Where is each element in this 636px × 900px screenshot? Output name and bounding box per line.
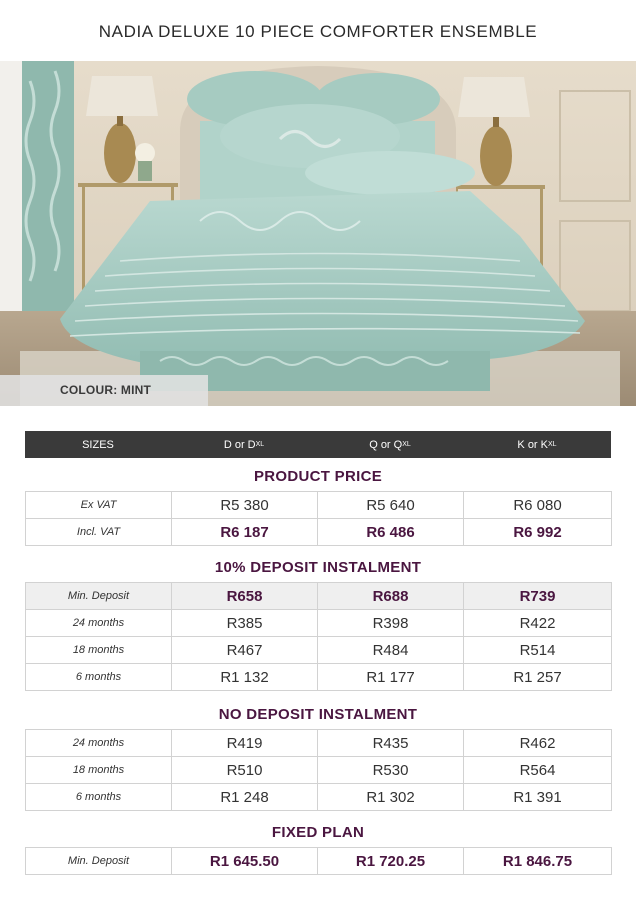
table-row bbox=[26, 784, 612, 811]
product-price-table bbox=[25, 491, 612, 546]
price-cell: R467 bbox=[172, 637, 318, 664]
no-deposit-instalment-table bbox=[25, 729, 612, 811]
table-row bbox=[26, 519, 612, 546]
table-row bbox=[26, 848, 612, 875]
table-row bbox=[26, 757, 612, 784]
price-cell: R6 187 bbox=[172, 519, 318, 546]
price-cell: R739 bbox=[464, 583, 612, 610]
row-label: Incl. VAT bbox=[26, 519, 172, 546]
price-cell: R435 bbox=[318, 730, 464, 757]
table-row bbox=[26, 730, 612, 757]
price-cell: R5 640 bbox=[318, 492, 464, 519]
fixed-plan-heading: FIXED PLAN bbox=[271, 824, 365, 841]
product-photo bbox=[0, 61, 636, 406]
table-row bbox=[26, 610, 612, 637]
price-cell: R6 992 bbox=[464, 519, 612, 546]
price-cell: R398 bbox=[318, 610, 464, 637]
colour-label-text: COLOUR: MINT bbox=[60, 383, 152, 397]
deposit-instalment-table bbox=[25, 582, 612, 691]
price-cell: R1 248 bbox=[172, 784, 318, 811]
product-price-heading: PRODUCT PRICE bbox=[253, 468, 383, 485]
price-cell: R1 132 bbox=[172, 664, 318, 691]
price-cell: R510 bbox=[172, 757, 318, 784]
price-cell: R564 bbox=[464, 757, 612, 784]
price-cell: R688 bbox=[318, 583, 464, 610]
size-double: D or D XL bbox=[223, 438, 265, 451]
sizes-header-label: SIZES bbox=[82, 438, 114, 451]
row-label: 24 months bbox=[26, 610, 172, 637]
no-deposit-instalment-heading: NO DEPOSIT INSTALMENT bbox=[218, 706, 418, 723]
row-label: 18 months bbox=[26, 637, 172, 664]
size-queen: Q or Q XL bbox=[369, 438, 411, 451]
table-row bbox=[26, 492, 612, 519]
price-cell: R462 bbox=[464, 730, 612, 757]
price-cell: R422 bbox=[464, 610, 612, 637]
row-label: 24 months bbox=[26, 730, 172, 757]
row-label: Ex VAT bbox=[26, 492, 172, 519]
row-label: Min. Deposit bbox=[26, 848, 172, 875]
table-row bbox=[26, 664, 612, 691]
price-cell: R658 bbox=[172, 583, 318, 610]
price-cell: R1 720.25 bbox=[318, 848, 464, 875]
price-cell: R419 bbox=[172, 730, 318, 757]
table-row bbox=[26, 583, 612, 610]
price-cell: R1 177 bbox=[318, 664, 464, 691]
price-cell: R1 391 bbox=[464, 784, 612, 811]
price-cell: R385 bbox=[172, 610, 318, 637]
price-cell: R1 302 bbox=[318, 784, 464, 811]
price-cell: R1 645.50 bbox=[172, 848, 318, 875]
price-cell: R1 257 bbox=[464, 664, 612, 691]
table-row bbox=[26, 637, 612, 664]
row-label: 6 months bbox=[26, 664, 172, 691]
colour-label bbox=[0, 375, 208, 406]
deposit-instalment-heading: 10% DEPOSIT INSTALMENT bbox=[214, 559, 422, 576]
fixed-plan-table bbox=[25, 847, 612, 875]
price-cell: R6 080 bbox=[464, 492, 612, 519]
price-cell: R484 bbox=[318, 637, 464, 664]
price-cell: R6 486 bbox=[318, 519, 464, 546]
price-cell: R5 380 bbox=[172, 492, 318, 519]
sizes-header-row bbox=[25, 431, 611, 458]
page-title: NADIA DELUXE 10 PIECE COMFORTER ENSEMBLE bbox=[98, 22, 538, 41]
price-cell: R530 bbox=[318, 757, 464, 784]
price-cell: R514 bbox=[464, 637, 612, 664]
size-king: K or K XL bbox=[517, 438, 557, 451]
row-label: Min. Deposit bbox=[26, 583, 172, 610]
row-label: 18 months bbox=[26, 757, 172, 784]
price-cell: R1 846.75 bbox=[464, 848, 612, 875]
row-label: 6 months bbox=[26, 784, 172, 811]
